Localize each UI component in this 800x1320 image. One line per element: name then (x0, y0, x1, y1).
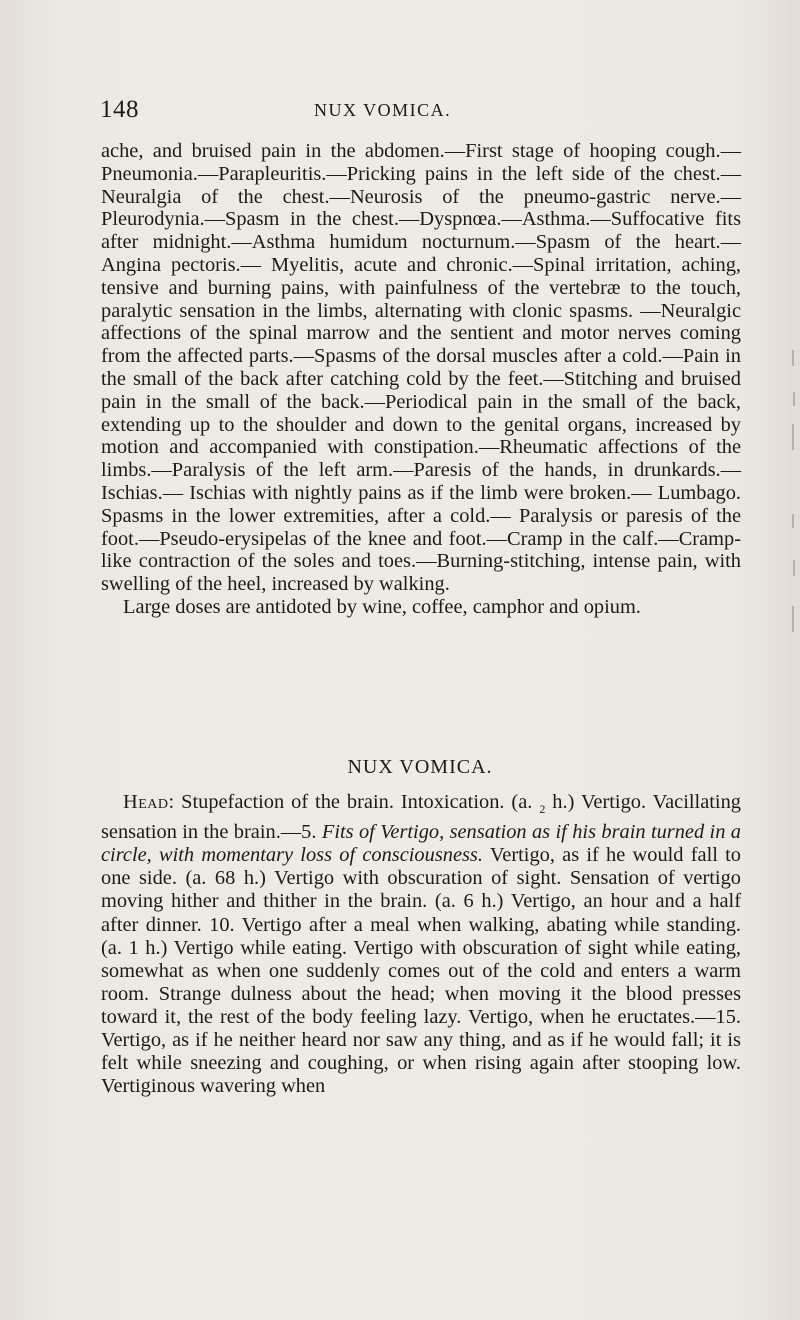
head-text-c: Vertigo, as if he would fall to one side. (a. 68 h.) Vertigo with obscuration of sight. Sensation of vertigo moving hither and thither in the brain. (a. 6 h.) Vertigo, an hour and a half after dinner. 10. Vertigo after a meal when walking, abating while standing. (a. 1 h.) Vertigo while eating. Vertigo with obscuration of sight while eating, somewhat as when one suddenly comes out of the cold and enters a warm room. Strange dulness about the head; when moving it the blood presses toward it, the rest of the body feeling lazy. Vertigo, when he eructates.—15. Vertigo, as if he neither heard nor saw any thing, and as if he would fall; it is felt while sneezing and coughing, or when rising again after stooping low. Vertiginous wavering when (101, 844, 741, 1098)
head-text-b: h.) Vertigo. Vacillating sensation in the brain.—5. (101, 791, 741, 844)
head-text-a: : Stupefaction of the brain. Intoxication. (a. (168, 791, 540, 813)
page-header (100, 96, 740, 130)
paragraph-symptoms: ache, and bruised pain in the abdomen.—First stage of hooping cough.—Pneumonia.—Parapleuritis.—Pricking pains in the left side of the chest.—Neuralgia of the chest.—Neurosis of the pneumo-gastric nerve.—Pleurodynia.—Spasm in the chest.—Dyspnœa.—Asthma.—Suffocative fits after midnight.—Asthma humidum nocturnum.—Spasm of the heart.—Angina pectoris.— Myelitis, acute and chronic.—Spinal irritation, aching, tensive and burning pains, with painfulness of the vertebræ to the touch, paralytic sensation in the limbs, alternating with clonic spasms. —Neuralgic affections of the spinal marrow and the sentient and motor nerves coming from the affected parts.—Spasms of the dorsal muscles after a cold.—Pain in the small of the back after catching cold by the feet.—Stitching and bruised pain in the small of the back.—Periodical pain in the small of the back, extending up to the shoulder and down to the genital organs, increased by motion and accompanied with constipation.—Rheumatic affections of the limbs.—Paralysis of the left arm.—Paresis of the hands, in drunkards.—Ischias.— Ischias with nightly pains as if the limb were broken.— Lumbago. Spasms in the lower extremities, after a cold.— Paralysis or paresis of the foot.—Pseudo-erysipelas of the knee and foot.—Cramp in the calf.—Cramp-like contraction of the soles and toes.—Burning-stitching, intense pain, with swelling of the heel, increased by walking. (101, 140, 741, 596)
show-through-mark (792, 424, 794, 450)
head-subscript: 2 (539, 802, 546, 817)
show-through-mark (792, 350, 794, 366)
head-section (101, 791, 741, 1098)
show-through-mark (792, 514, 794, 528)
head-italic-text: Fits of Vertigo, sensation as if his brain turned in a circle, with momentary loss of consciousness. (101, 821, 741, 867)
page-number: 148 (100, 96, 139, 123)
show-through-mark (792, 606, 794, 632)
paragraph-antidotes: Large doses are antidoted by wine, coffee, camphor and opium. (123, 595, 641, 618)
head-label: Head (123, 791, 169, 813)
body-text (101, 140, 741, 619)
show-through-mark (793, 560, 795, 576)
show-through-mark (793, 392, 795, 406)
running-head: NUX VOMICA. (314, 100, 452, 120)
head-paragraph (101, 791, 741, 1098)
section-title: NUX VOMICA. (347, 756, 493, 778)
